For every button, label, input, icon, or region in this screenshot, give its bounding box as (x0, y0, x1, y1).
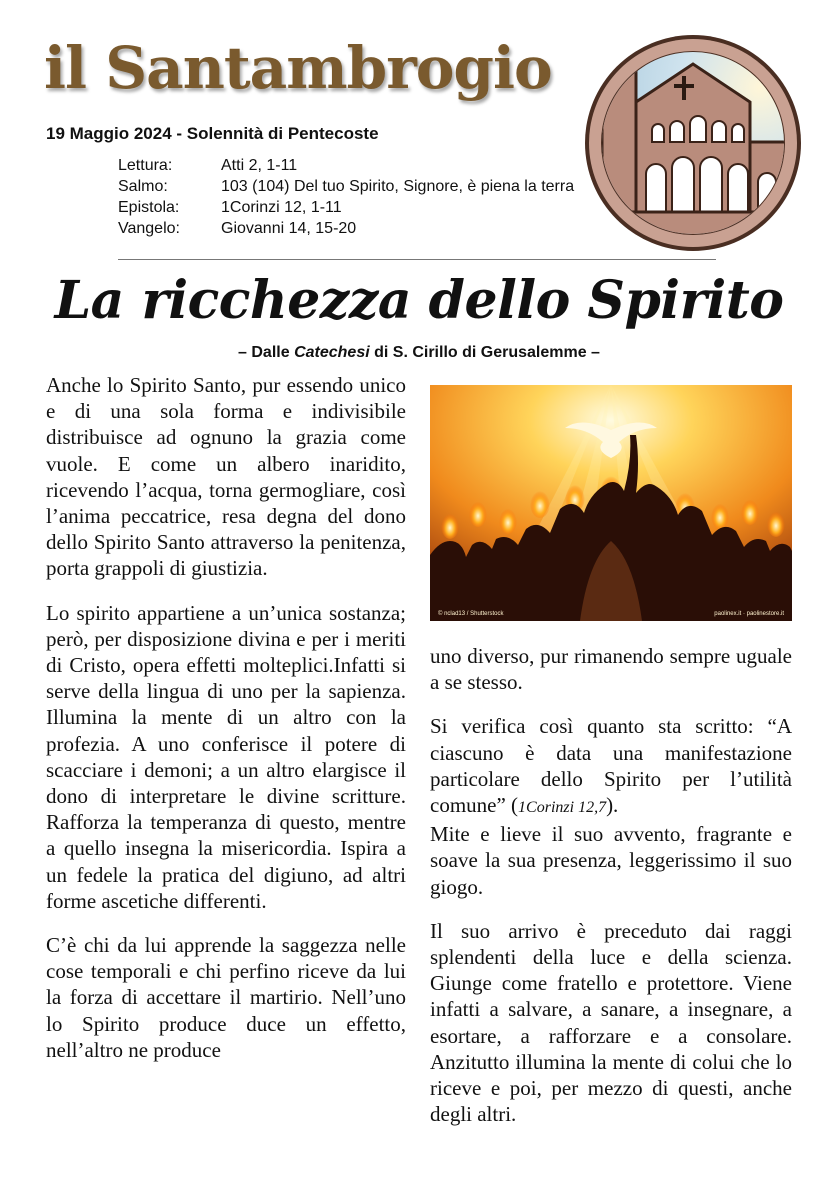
paragraph: Anche lo Spirito Santo, pur essendo unico e di una sola forma e indivisibile distribuisce ad ognuno la grazia come vuole. E come un albero inaridito, ricevendo l’acqua, torna germogliare, così l’anima peccatrice, resa degna del dono dello Spirito Santo attraverso la penitenza, porta grappoli di giustizia. (46, 373, 406, 581)
church-logo (582, 32, 804, 254)
pentecost-illustration (430, 385, 792, 621)
quote-text: Si verifica così quanto sta scritto: “A ciascuno è data una manifestazione particolare dello Spirito per l’utilità comune” ( (430, 714, 792, 818)
article-column-left (46, 372, 406, 1081)
paragraph: Lo spirito appartiene a un’unica sostanza; però, per disposizione divina e per i meriti di Cristo, opera effetti molteplici.Infatti si serve della lingua di uno per la sapienza. Illumina la mente di un altro con la profezia. A uno conferisce il potere di scacciare i demoni; a un altro elargisce il dono di interpretare le divine scritture. Rafforza la temperanza di questo, mentre a quello insegna la misericordia. Ispira a un fedele la pratica del digiuno, ad altri forme ascetiche differenti. (46, 600, 406, 913)
reading-label: Lettura: (118, 157, 173, 174)
reading-text: 1Corinzi 12, 1-11 (221, 199, 342, 216)
scripture-reference: 1Corinzi 12,7 (518, 799, 607, 817)
paragraph: Mite e lieve il suo avvento, fragrante e soave la sua presenza, leggerissimo il suo giogo. (430, 822, 792, 899)
paragraph (430, 713, 792, 821)
paragraph: Il suo arrivo è preceduto dai raggi splendenti della luce e della scienza. Giunge come fratello e protettore. Viene infatti a salvare, a sanare, a insegnare, a esortare, a rafforzare e a consolare. Anzitutto illumina la mente di colui che lo riceve e poi, per mezzo di questi, anche degli altri. (430, 918, 792, 1127)
subtitle-suffix: di S. Cirillo di Gerusalemme – (369, 344, 600, 361)
reading-text: Giovanni 14, 15-20 (221, 220, 357, 237)
reading-text: Atti 2, 1-11 (221, 157, 298, 174)
paragraph: uno diverso, pur rimanendo sempre uguale a se stesso. (430, 644, 792, 695)
quote-close: ). (606, 793, 619, 818)
reading-text: 103 (104) Del tuo Spirito, Signore, è piena la terra (221, 178, 575, 195)
issue-dateline: 19 Maggio 2024 - Solennità di Pentecoste (46, 124, 379, 143)
article-title: La ricchezza dello Spirito (54, 270, 784, 331)
reading-row-vangelo (118, 218, 574, 239)
header-divider (118, 259, 716, 260)
article-subtitle (0, 344, 838, 362)
reading-row-epistola (118, 197, 574, 218)
image-credit: © nclad13 / Shutterstock (438, 611, 504, 617)
article-column-right (430, 643, 792, 1145)
liturgical-readings (118, 155, 574, 239)
subtitle-prefix: – Dalle (238, 344, 295, 361)
reading-label: Epistola: (118, 199, 180, 216)
reading-row-lettura (118, 155, 574, 176)
masthead: il Santambrogio (44, 34, 552, 102)
subtitle-work: Catechesi (294, 344, 370, 361)
reading-row-salmo (118, 176, 574, 197)
reading-label: Salmo: (118, 178, 168, 195)
reading-label: Vangelo: (118, 220, 180, 237)
image-credit: paolinex.it · paolinestore.it (714, 611, 784, 617)
paragraph: C’è chi da lui apprende la saggezza nelle cose temporali e chi perfino riceve da lui la forza di accettare il martirio. Nell’uno lo Spirito produce duce un effetto, nell’altro ne produce (46, 933, 406, 1062)
